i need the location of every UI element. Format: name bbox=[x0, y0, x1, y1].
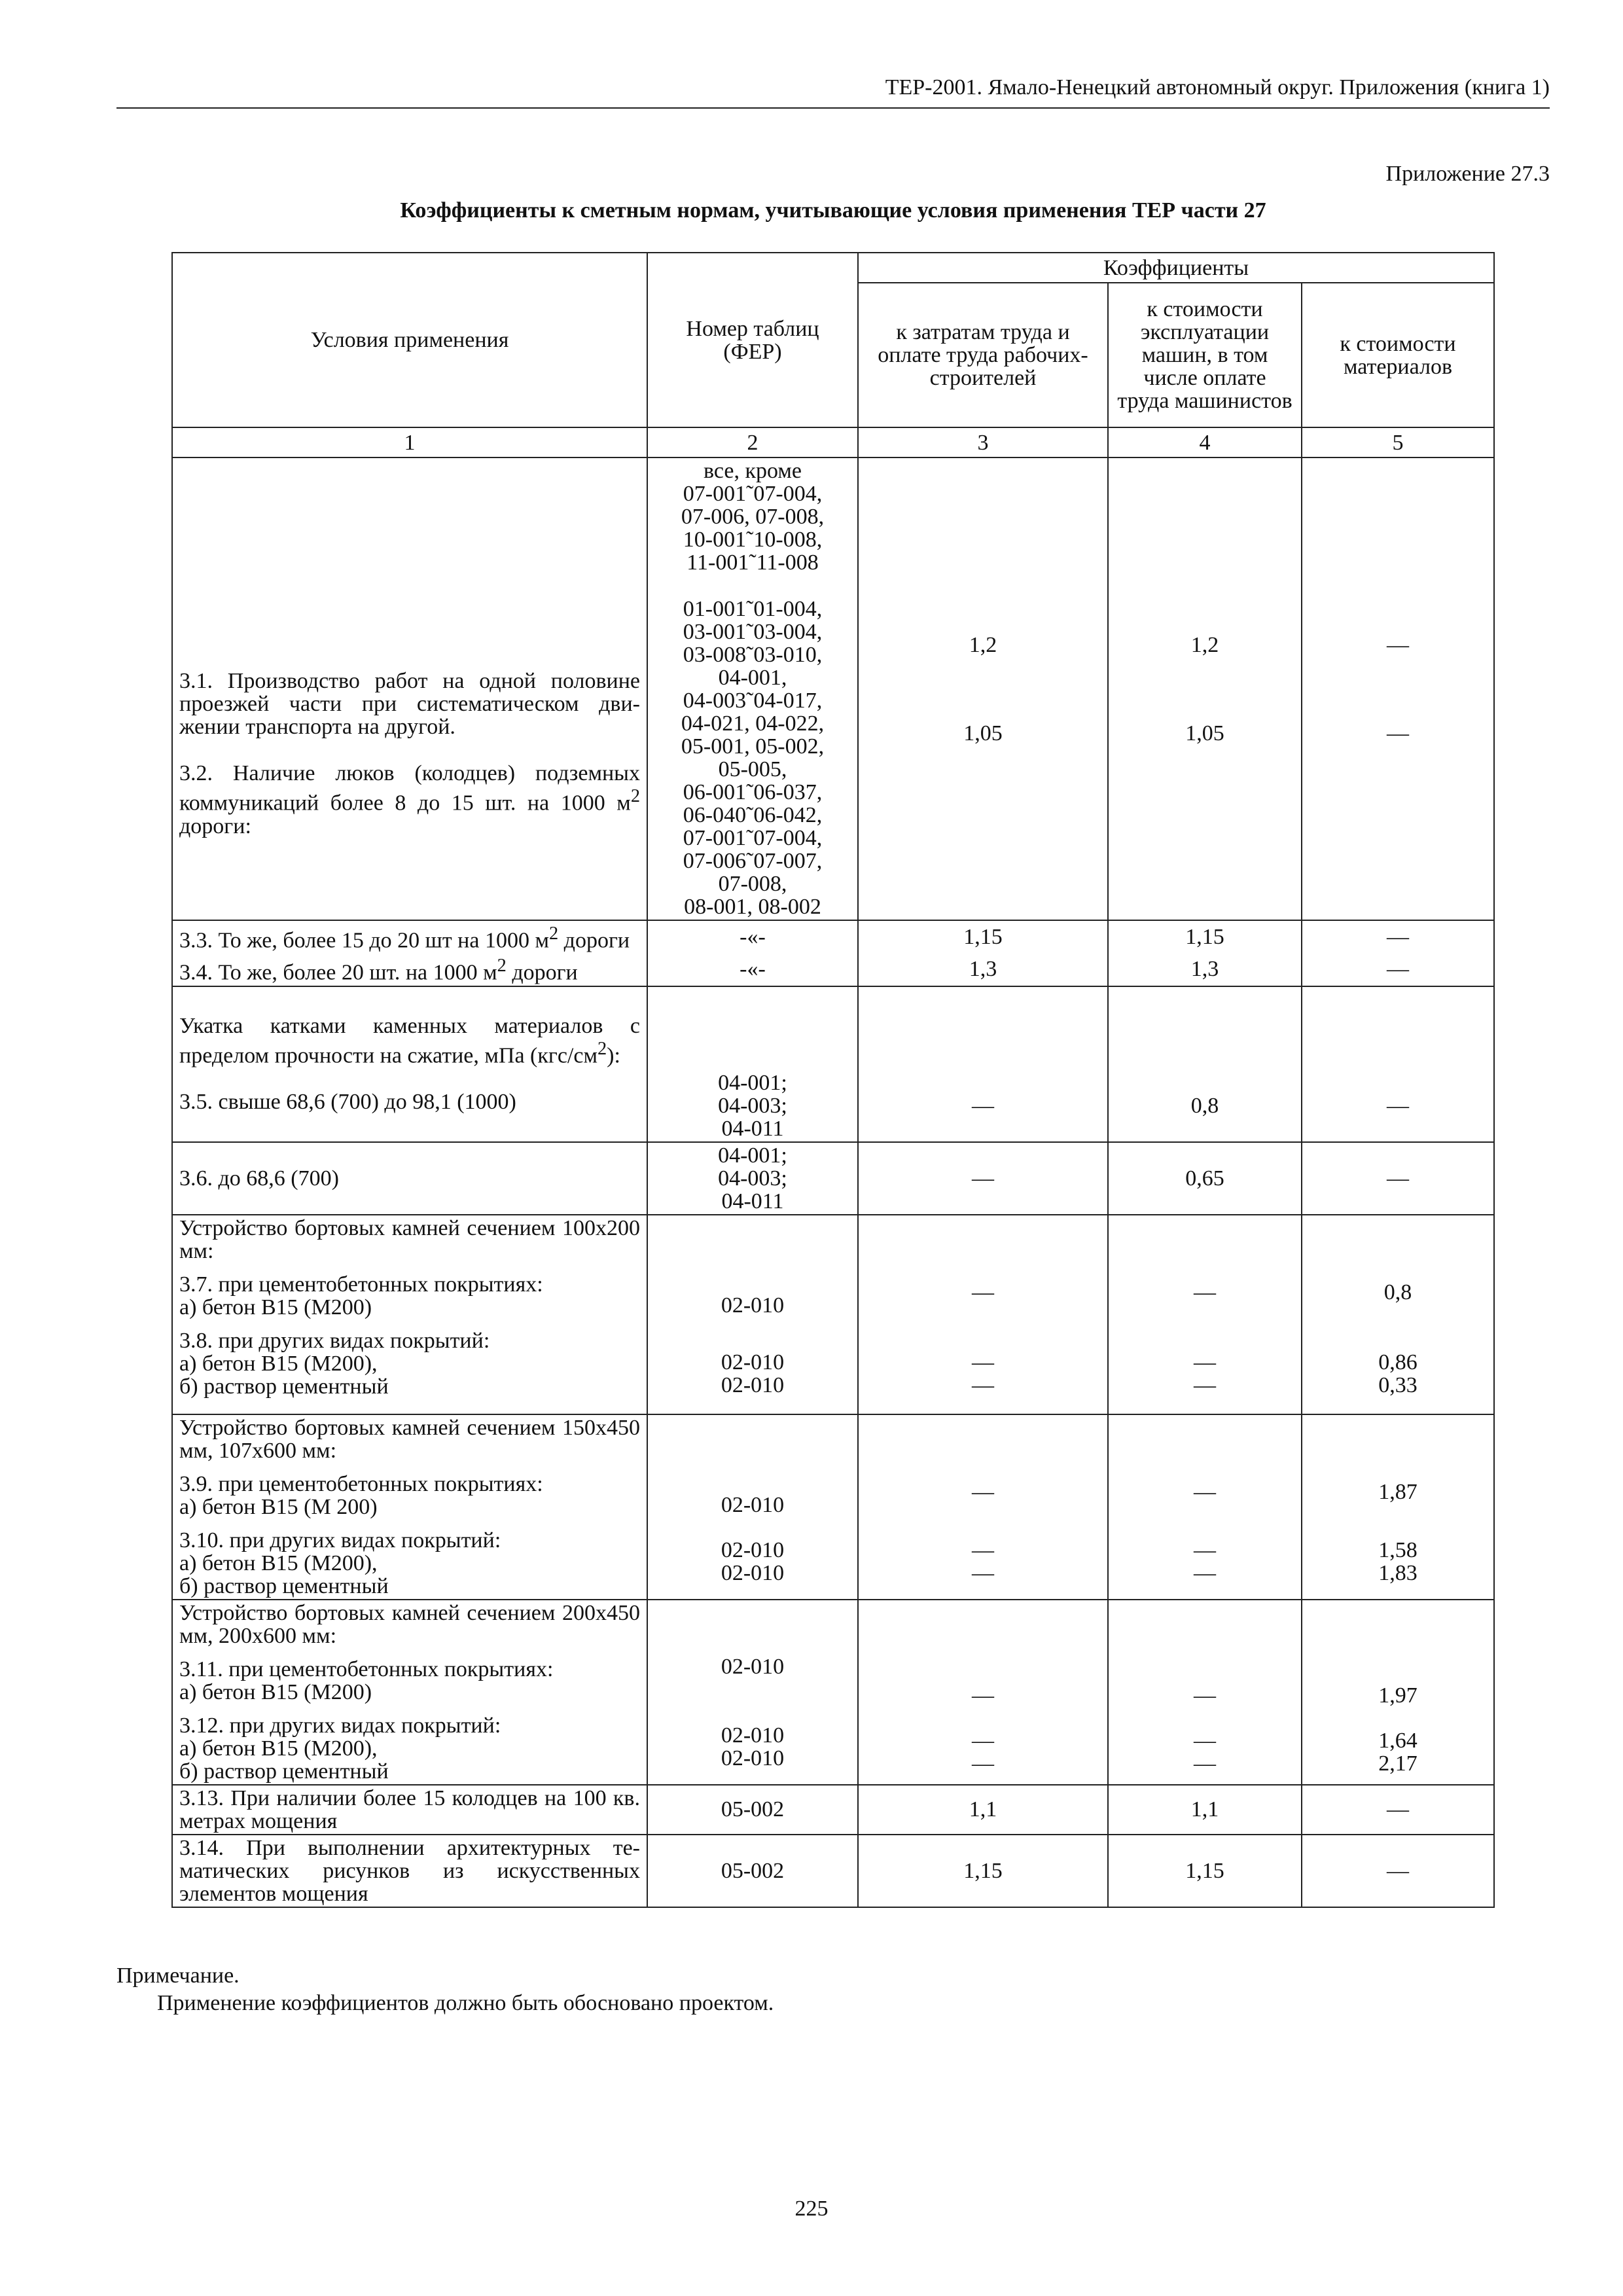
condition-cell: 3.3. То же, более 15 до 20 шт на 1000 $м^2$ дороги bbox=[172, 920, 647, 953]
table-numbers-cell: 02-010 02-010 02-010 bbox=[647, 1215, 858, 1414]
labor-coef-cell: 1,15 bbox=[858, 920, 1108, 953]
table-row bbox=[172, 1215, 1494, 1414]
header-table-number: Номер таблиц (ФЕР) bbox=[647, 253, 858, 427]
header-labor: к затратам труда и оплате труда рабочих-строителей bbox=[858, 283, 1108, 427]
condition-cell: Устройство бортовых камней сечением 150х450 мм, 107х600 мм: 3.9. при цементобетонных покрытиях: а) бетон В15 (М 200) 3.10. при других видах покрытий: а) бетон В15 (М200), б) раствор цементный bbox=[172, 1414, 647, 1600]
table-row bbox=[172, 457, 1494, 920]
running-title: ТЕР-2001. Ямало-Ненецкий автономный округ. Приложения (книга 1) bbox=[885, 75, 1550, 99]
labor-coef-cell: 1,2 1,05 bbox=[858, 457, 1108, 920]
table-row bbox=[172, 953, 1494, 986]
header-materials: к стоимости материалов bbox=[1302, 283, 1494, 427]
materials-coef-cell: 1,97 1,64 2,17 bbox=[1302, 1600, 1494, 1785]
machines-coef-cell: — — — bbox=[1108, 1600, 1302, 1785]
note-block bbox=[116, 1962, 774, 2017]
machines-coef-cell: — — — bbox=[1108, 1215, 1302, 1414]
table-numbers-cell: 02-010 02-010 02-010 bbox=[647, 1414, 858, 1600]
materials-coef-cell: — bbox=[1302, 1835, 1494, 1907]
materials-coef-cell: 1,87 1,58 1,83 bbox=[1302, 1414, 1494, 1600]
materials-coef-cell: — bbox=[1302, 1142, 1494, 1215]
document-title: Коэффициенты к сметным нормам, учитывающие условия применения ТЕР части 27 bbox=[400, 198, 1266, 223]
materials-coef-cell: 0,8 0,86 0,33 bbox=[1302, 1215, 1494, 1414]
table-numbers-cell: 04-001; 04-003; 04-011 bbox=[647, 1142, 858, 1215]
header-coefficients: Коэффициенты bbox=[858, 253, 1494, 283]
labor-coef-cell: — — — bbox=[858, 1600, 1108, 1785]
appendix-label: Приложение 27.3 bbox=[1385, 162, 1550, 186]
column-numbers-row bbox=[172, 427, 1494, 457]
table-numbers-cell: -«- bbox=[647, 953, 858, 986]
column-number: 5 bbox=[1302, 427, 1494, 457]
table-numbers-cell: 04-001; 04-003; 04-011 bbox=[647, 986, 858, 1142]
materials-coef-cell: — bbox=[1302, 986, 1494, 1142]
table-row bbox=[172, 1600, 1494, 1785]
materials-coef-cell: — — bbox=[1302, 457, 1494, 920]
condition-cell: 3.6. до 68,6 (700) bbox=[172, 1142, 647, 1215]
machines-coef-cell: 1,2 1,05 bbox=[1108, 457, 1302, 920]
condition-cell: 3.1. Производство работ на одной половине проезжей части при систематическом дви-жении транспорта на другой. 3.2. Наличие люков (колодцев) подземных коммуникаций более 8 до 15 шт. на 1000 $м^2$ дороги: bbox=[172, 457, 647, 920]
labor-coef-cell: — bbox=[858, 986, 1108, 1142]
table-row bbox=[172, 986, 1494, 1142]
labor-coef-cell: — — — bbox=[858, 1414, 1108, 1600]
labor-coef-cell: 1,3 bbox=[858, 953, 1108, 986]
header-conditions: Условия применения bbox=[172, 253, 647, 427]
labor-coef-cell: 1,15 bbox=[858, 1835, 1108, 1907]
table-row bbox=[172, 1835, 1494, 1907]
materials-coef-cell: — bbox=[1302, 920, 1494, 953]
labor-coef-cell: 1,1 bbox=[858, 1785, 1108, 1835]
machines-coef-cell: 1,1 bbox=[1108, 1785, 1302, 1835]
table-numbers-cell: 05-002 bbox=[647, 1835, 858, 1907]
machines-coef-cell: — — — bbox=[1108, 1414, 1302, 1600]
column-number: 1 bbox=[172, 427, 647, 457]
header-row-1 bbox=[172, 253, 1494, 283]
materials-coef-cell: — bbox=[1302, 1785, 1494, 1835]
condition-cell: Устройство бортовых камней сечением 200х450 мм, 200х600 мм: 3.11. при цементобетонных покрытиях: а) бетон В15 (М200) 3.12. при других видах покрытий: а) бетон В15 (М200), б) раствор цементный bbox=[172, 1600, 647, 1785]
table-row bbox=[172, 920, 1494, 953]
table-numbers-cell: все, кроме 07-001˜07-004, 07-006, 07-008, 10-001˜10-008, 11-001˜11-008 01-001˜01-004, 03-001˜03-004, 03-008˜03-010, 04-001, 04-003˜04-017, 04-021, 04-022, 05-001, 05-002, 05-005, 06-001˜06-037, 06-040˜06-042, 07-001˜07-004, 07-006˜07-007, 07-008, 08-001, 08-002 bbox=[647, 457, 858, 920]
machines-coef-cell: 0,65 bbox=[1108, 1142, 1302, 1215]
condition-cell: 3.14. При выполнении архитектурных те-матических рисунков из искусственных элементов мощения bbox=[172, 1835, 647, 1907]
labor-coef-cell: — bbox=[858, 1142, 1108, 1215]
column-number: 3 bbox=[858, 427, 1108, 457]
table-numbers-cell: -«- bbox=[647, 920, 858, 953]
condition-cell: 3.13. При наличии более 15 колодцев на 100 кв. метрах мощения bbox=[172, 1785, 647, 1835]
column-number: 2 bbox=[647, 427, 858, 457]
page-number: 225 bbox=[794, 2197, 829, 2221]
table-row bbox=[172, 1785, 1494, 1835]
labor-coef-cell: — — — bbox=[858, 1215, 1108, 1414]
table-row bbox=[172, 1414, 1494, 1600]
table-numbers-cell: 02-010 02-010 02-010 bbox=[647, 1600, 858, 1785]
coefficients-table bbox=[171, 252, 1495, 1908]
column-number: 4 bbox=[1108, 427, 1302, 457]
note-text: Применение коэффициентов должно быть обосновано проектом. bbox=[157, 1991, 774, 2015]
machines-coef-cell: 1,15 bbox=[1108, 1835, 1302, 1907]
condition-cell: 3.4. То же, более 20 шт. на 1000 $м^2$ дороги bbox=[172, 953, 647, 986]
machines-coef-cell: 0,8 bbox=[1108, 986, 1302, 1142]
condition-cell: Укатка катками каменных материалов с пределом прочности на сжатие, мПа $(кгс/см^2)$: 3.5. свыше 68,6 (700) до 98,1 (1000) bbox=[172, 986, 647, 1142]
note-label: Примечание. bbox=[116, 1964, 240, 1988]
machines-coef-cell: 1,3 bbox=[1108, 953, 1302, 986]
table-row bbox=[172, 1142, 1494, 1215]
header-machines: к стоимости эксплуатации машин, в том числе оплате труда машинистов bbox=[1108, 283, 1302, 427]
materials-coef-cell: — bbox=[1302, 953, 1494, 986]
machines-coef-cell: 1,15 bbox=[1108, 920, 1302, 953]
condition-cell: Устройство бортовых камней сечением 100х200 мм: 3.7. при цементобетонных покрытиях: а) бетон В15 (М200) 3.8. при других видах покрытий: а) бетон В15 (М200), б) раствор цементный bbox=[172, 1215, 647, 1414]
page-header bbox=[116, 73, 1550, 109]
table-numbers-cell: 05-002 bbox=[647, 1785, 858, 1835]
